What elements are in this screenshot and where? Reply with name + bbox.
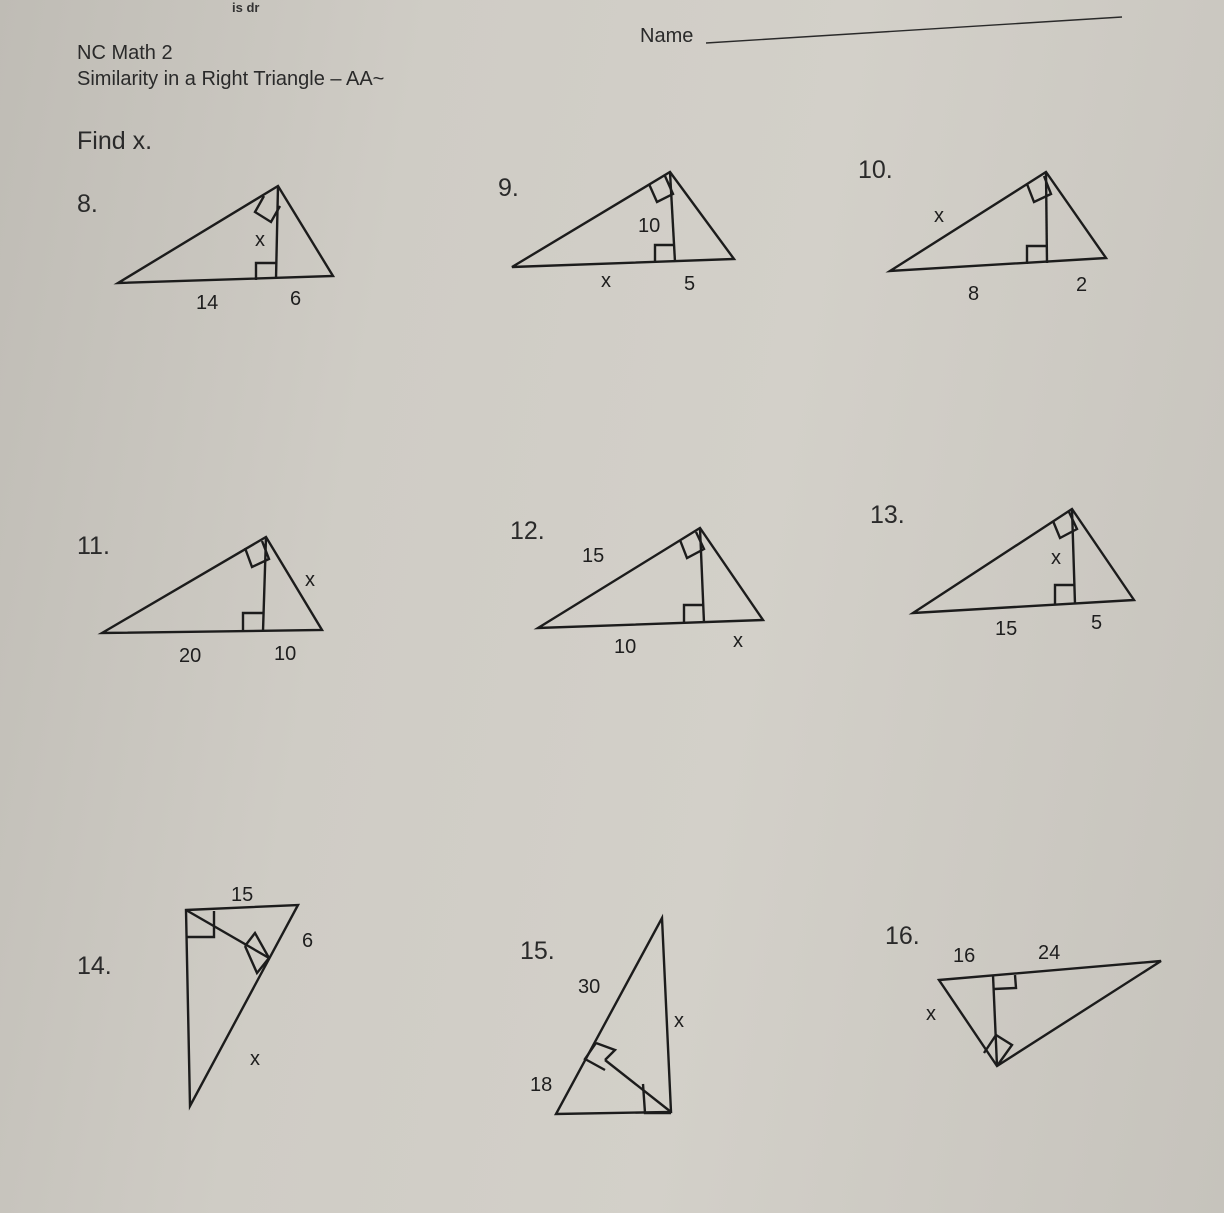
- leg-label: x: [674, 1010, 684, 1032]
- segment-right-label: 5: [684, 273, 696, 295]
- problem-11-number: 11.: [77, 532, 110, 560]
- problem-9-figure: [500, 160, 750, 300]
- segment-left-label: 14: [196, 292, 219, 314]
- altitude-label: x: [255, 229, 265, 251]
- problem-8-figure: [100, 170, 360, 320]
- segment-long-label: x: [250, 1048, 260, 1070]
- segment-long-label: 30: [578, 976, 601, 998]
- problem-15-number: 15.: [520, 937, 555, 965]
- triangle: [939, 961, 1161, 1066]
- right-angle-mark: [585, 1043, 605, 1070]
- right-angle-mark: [684, 605, 704, 623]
- leg-label: x: [926, 1003, 936, 1025]
- top-side-label: 15: [231, 884, 254, 906]
- altitude-line: [276, 186, 278, 279]
- segment-left-label: 20: [179, 645, 202, 667]
- segment-right-label: 5: [1091, 612, 1103, 634]
- right-angle-mark: [1055, 585, 1075, 604]
- name-label: Name: [640, 25, 694, 47]
- segment-right-label: 6: [290, 288, 302, 310]
- altitude-line: [605, 1060, 671, 1112]
- triangle: [890, 172, 1106, 271]
- problem-12-number: 12.: [510, 517, 545, 545]
- right-angle-mark: [596, 1043, 615, 1060]
- altitude-label: x: [1051, 547, 1061, 569]
- problem-12-figure: [530, 520, 780, 670]
- triangle: [118, 186, 333, 283]
- worksheet-title: Similarity in a Right Triangle – AA~: [77, 68, 385, 90]
- leg-right-label: x: [305, 569, 315, 591]
- problem-14-figure: [170, 875, 340, 1115]
- segment-right-label: 10: [274, 643, 297, 665]
- problem-16-figure: [920, 935, 1170, 1075]
- segment-right-label: x: [733, 630, 743, 652]
- corner-scrawl: is dr: [232, 0, 260, 15]
- segment-left-label: x: [601, 270, 611, 292]
- segment-left-label: 8: [968, 283, 980, 305]
- segment-left-label: 15: [995, 618, 1018, 640]
- segment-left-label: 10: [614, 636, 637, 658]
- problem-13-figure: [905, 500, 1145, 650]
- triangle: [102, 537, 322, 633]
- course-name: NC Math 2: [77, 42, 173, 64]
- segment-right-label: 24: [1038, 942, 1061, 964]
- segment-short-label: 6: [302, 930, 314, 952]
- right-angle-mark: [243, 613, 263, 631]
- segment-short-label: 18: [530, 1074, 553, 1096]
- right-angle-mark: [984, 1035, 1012, 1066]
- problem-11-figure: [90, 520, 340, 675]
- name-field[interactable]: [706, 16, 1124, 46]
- altitude-label: 10: [638, 215, 661, 237]
- triangle: [556, 918, 671, 1114]
- problem-10-number: 10.: [858, 156, 893, 184]
- leg-left-label: 15: [582, 545, 605, 567]
- instruction: Find x.: [77, 127, 153, 155]
- problem-9-number: 9.: [498, 174, 519, 202]
- triangle: [186, 905, 298, 1106]
- triangle: [913, 509, 1134, 613]
- triangle: [538, 528, 763, 628]
- problem-13-number: 13.: [870, 501, 905, 529]
- segment-right-label: 2: [1076, 274, 1088, 296]
- problem-16-number: 16.: [885, 922, 920, 950]
- altitude-line: [670, 172, 675, 262]
- right-angle-mark: [994, 975, 1016, 989]
- problem-15-figure: [525, 910, 715, 1130]
- problem-8-number: 8.: [77, 190, 98, 218]
- problem-10-figure: [880, 160, 1120, 310]
- leg-left-label: x: [934, 205, 944, 227]
- problem-14-number: 14.: [77, 952, 112, 980]
- segment-left-label: 16: [953, 945, 976, 967]
- triangle: [512, 172, 734, 267]
